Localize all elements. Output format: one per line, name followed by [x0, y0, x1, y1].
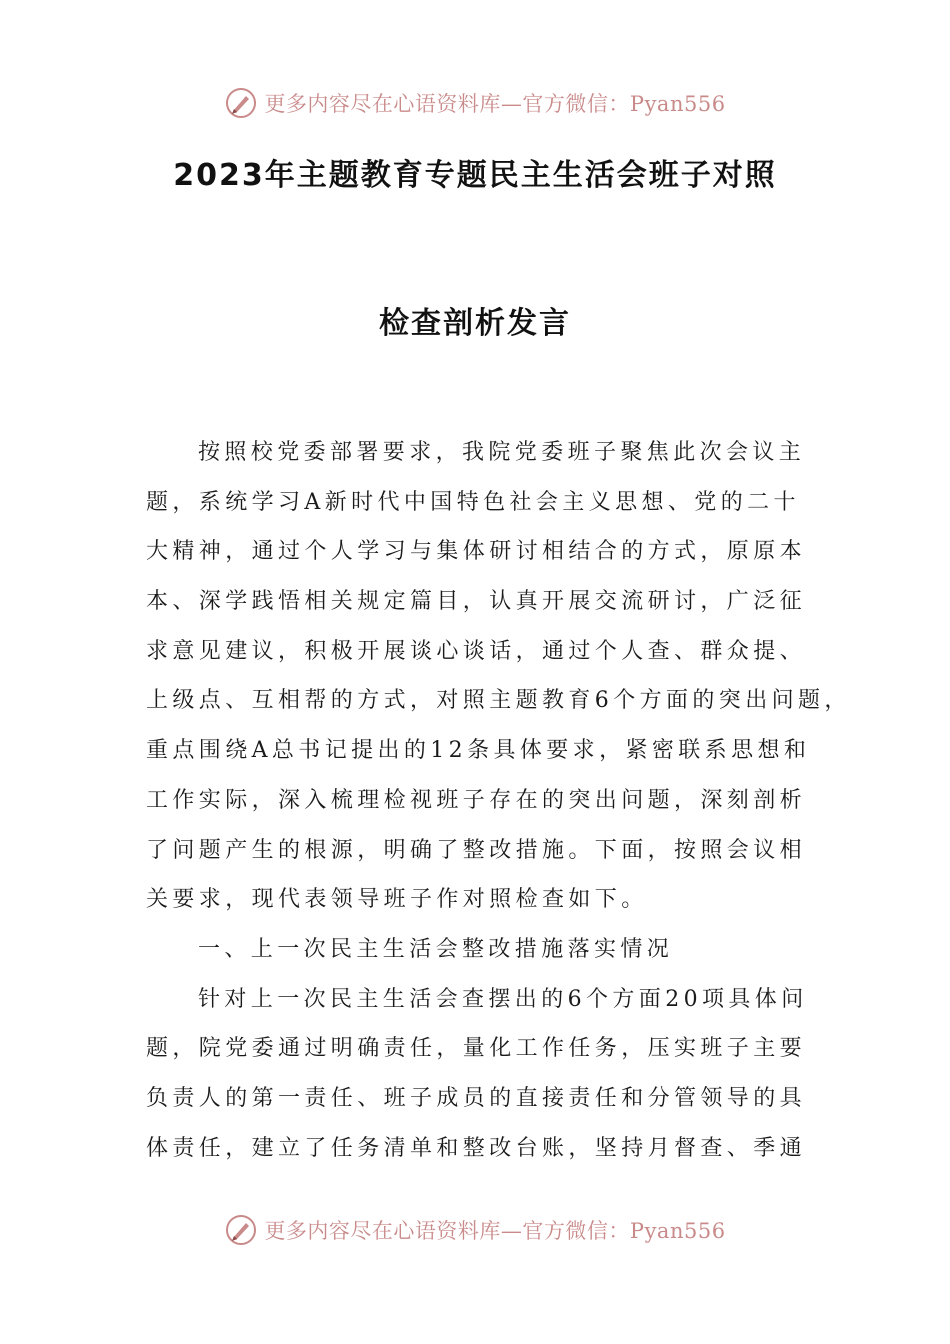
paragraph-line: 体责任，建立了任务清单和整改台账，坚持月督查、季通 — [146, 1135, 807, 1161]
document-title-line-1: 2023年主题教育专题民主生活会班子对照 — [173, 158, 777, 193]
watermark-footer — [0, 1210, 950, 1250]
pen-circle-logo-icon — [224, 86, 258, 120]
paragraph-line: 上级点、互相帮的方式，对照主题教育6个方面的突出问题， — [146, 688, 851, 714]
paragraph-line: 求意见建议，积极开展谈心谈话，通过个人查、群众提、 — [146, 638, 807, 664]
paragraph-line: 负责人的第一责任、班子成员的直接责任和分管领导的具 — [146, 1085, 807, 1111]
watermark-text: 更多内容尽在心语资料库—官方微信：Pyan556 — [264, 92, 726, 116]
paragraph-line: 了问题产生的根源，明确了整改措施。下面，按照会议相 — [146, 837, 807, 863]
section-heading: 一、上一次民主生活会整改措施落实情况 — [198, 936, 674, 962]
watermark-header — [0, 83, 950, 123]
document-title-line-2: 检查剖析发言 — [379, 306, 571, 341]
pen-circle-logo-icon — [224, 1213, 258, 1247]
paragraph-line: 工作实际，深入梳理检视班子存在的突出问题，深刻剖析 — [146, 787, 807, 813]
paragraph-line: 按照校党委部署要求，我院党委班子聚焦此次会议主 — [198, 440, 806, 465]
watermark-text: 更多内容尽在心语资料库—官方微信：Pyan556 — [264, 1219, 726, 1243]
paragraph-line: 针对上一次民主生活会查摆出的6个方面20项具体问 — [198, 986, 808, 1012]
paragraph-line: 本、深学践悟相关规定篇目，认真开展交流研讨，广泛征 — [146, 589, 807, 615]
paragraph-line: 关要求，现代表领导班子作对照检查如下。 — [146, 887, 648, 913]
paragraph-line: 题，系统学习A新时代中国特色社会主义思想、党的二十 — [146, 489, 800, 515]
paragraph-line: 题，院党委通过明确责任，量化工作任务，压实班子主要 — [146, 1036, 807, 1062]
paragraph-line: 大精神，通过个人学习与集体研讨相结合的方式，原原本 — [146, 539, 807, 565]
document-body — [146, 428, 851, 1173]
paragraph-line: 重点围绕A总书记提出的12条具体要求，紧密联系思想和 — [146, 738, 811, 764]
